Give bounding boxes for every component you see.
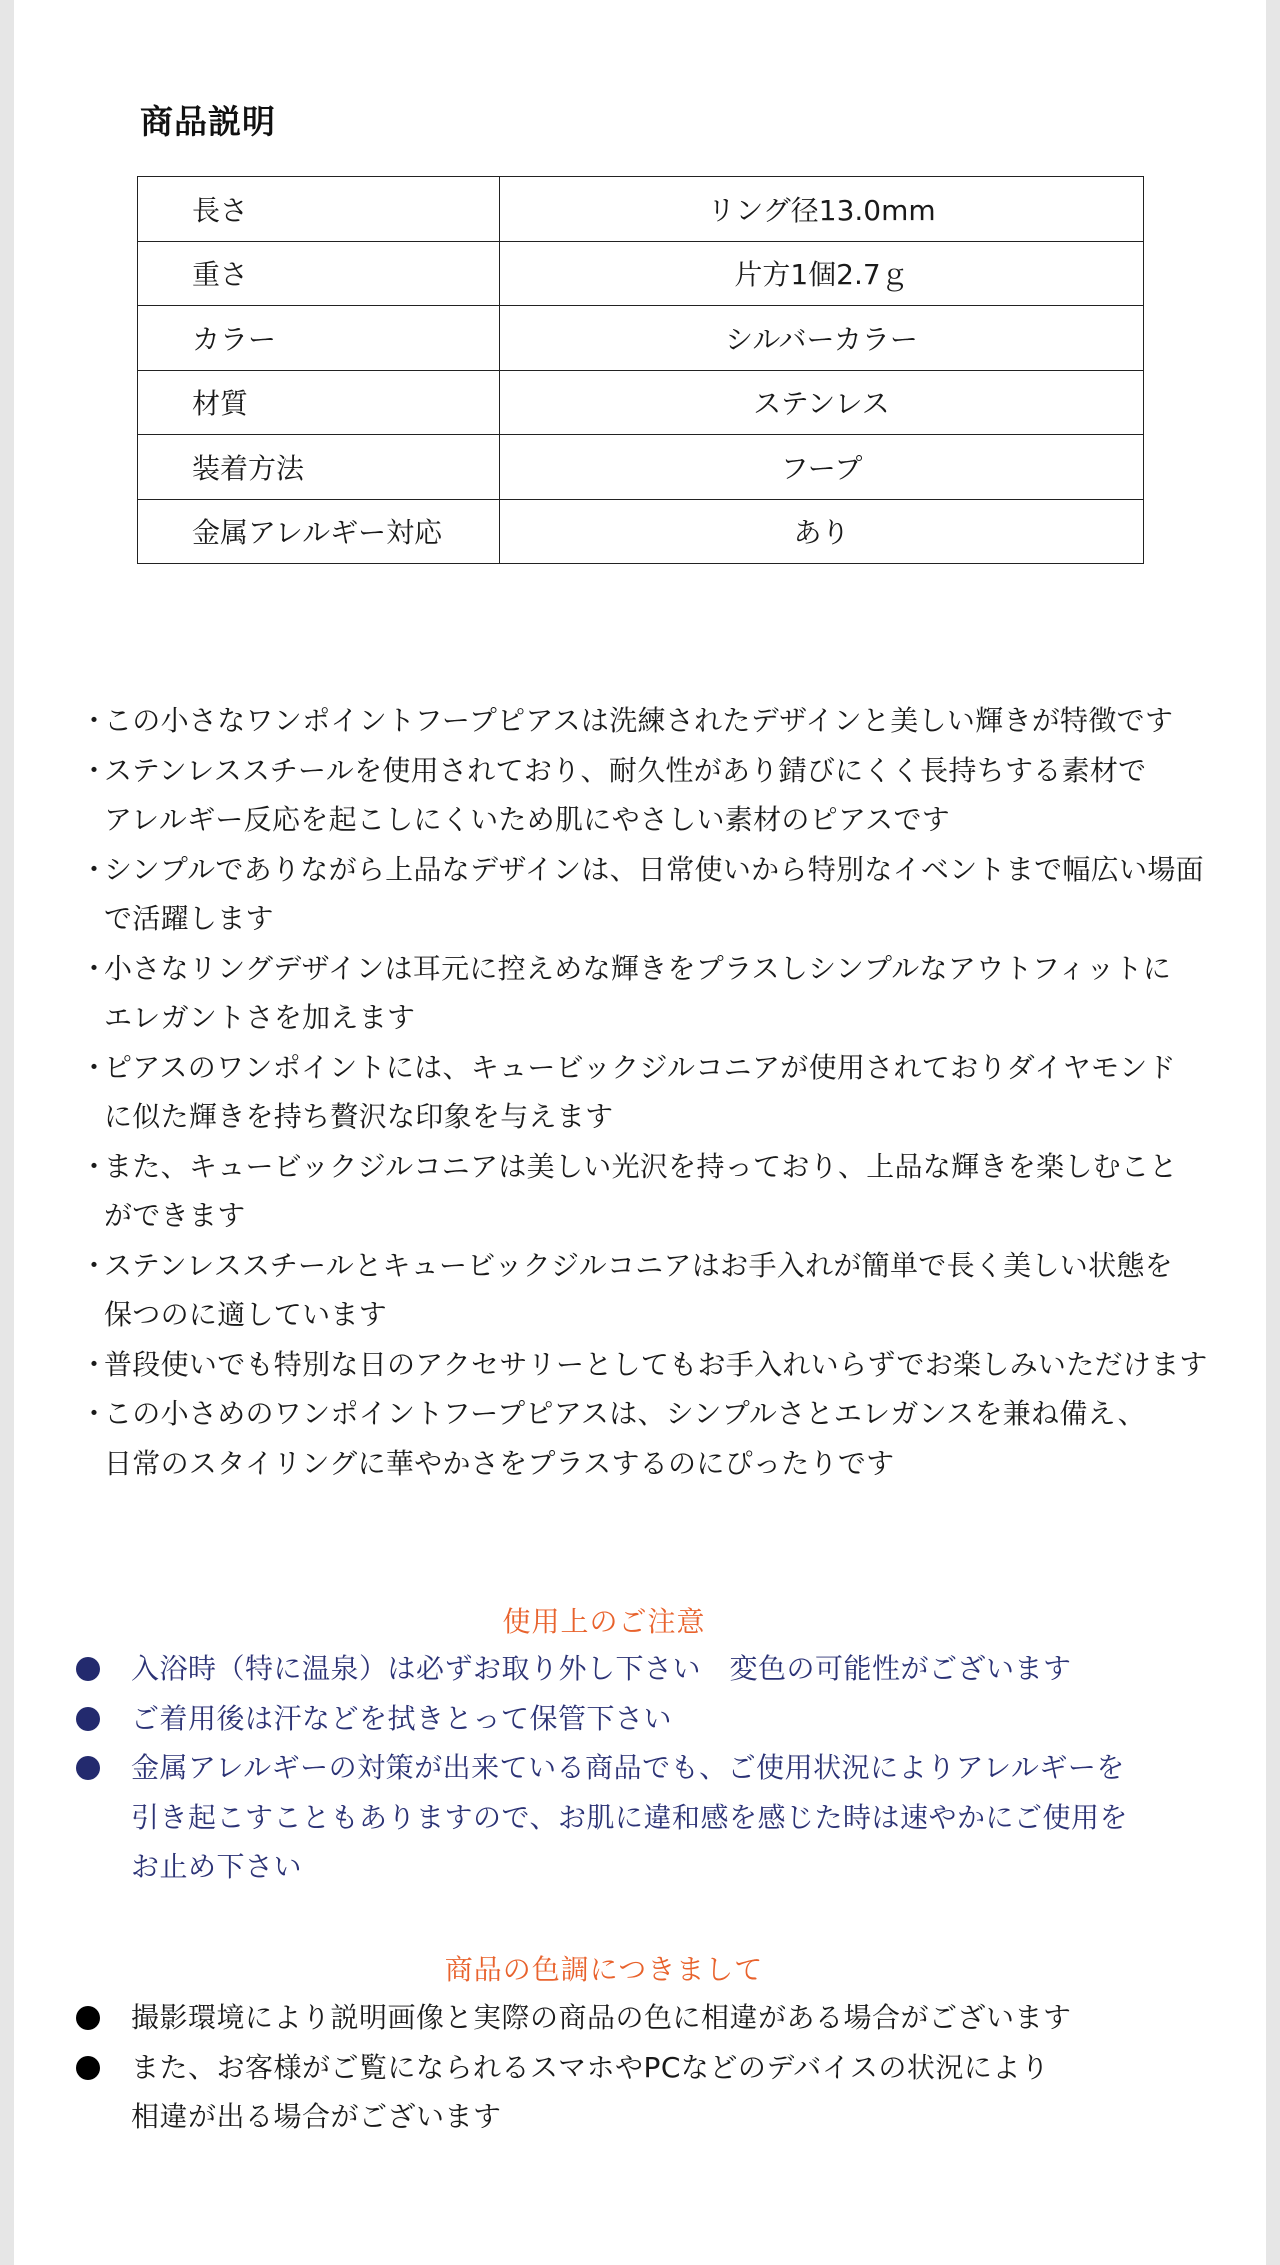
feature-item	[80, 1389, 1240, 1488]
feature-line: 小さなリングデザインは耳元に控えめな輝きをプラスしシンプルなアウトフィットに	[104, 951, 1172, 985]
spec-row-allergy	[138, 499, 1144, 564]
caution-line: 入浴時（特に温泉）は必ずお取り外し下さい 変色の可能性がございます	[131, 1652, 1072, 1685]
bullet-mark: ・	[80, 852, 109, 886]
color-note-line: 相違が出る場合がございます	[131, 2100, 502, 2133]
feature-line: ステンレススチールとキュービックジルコニアはお手入れが簡単で長く美しい状態を	[104, 1248, 1173, 1282]
bullet-mark: ・	[80, 704, 109, 737]
caution-item	[76, 1743, 1176, 1892]
spec-label: 装着方法	[138, 435, 500, 500]
feature-line: に似た輝きを持ち贅沢な印象を与えます	[104, 1100, 614, 1133]
feature-item	[80, 845, 1240, 944]
caution-line: ご着用後は汗などを拭きとって保管下さい	[131, 1701, 672, 1735]
color-note-item	[76, 1993, 1176, 2043]
spec-label: 金属アレルギー対応	[138, 499, 500, 564]
color-note-line: 撮影環境により説明画像と実際の商品の色に相違がある場合がございます	[131, 2001, 1072, 2034]
section-title: 商品説明	[140, 102, 276, 141]
color-note-item	[76, 2043, 1176, 2142]
feature-line: シンプルでありながら上品なデザインは、日常使いから特別なイベントまで幅広い場面	[104, 852, 1204, 886]
bullet-mark: ・	[80, 1149, 109, 1183]
feature-line: ステンレススチールを使用されており、耐久性があり錆びにくく長持ちする素材で	[104, 753, 1147, 787]
spec-value: シルバーカラー	[500, 306, 1144, 371]
spec-row-color	[138, 306, 1144, 371]
spec-value: ステンレス	[500, 370, 1144, 435]
feature-line: この小さなワンポイントフープピアスは洗練されたデザインと美しい輝きが特徴です	[104, 704, 1174, 737]
feature-line: また、キュービックジルコニアは美しい光沢を持っており、上品な輝きを楽しむこと	[104, 1149, 1178, 1183]
feature-list	[80, 696, 1240, 1488]
feature-item	[80, 944, 1240, 1043]
bullet-disc-icon	[76, 2006, 100, 2030]
bullet-mark: ・	[80, 1050, 109, 1084]
feature-line: この小さめのワンポイントフープピアスは、シンプルさとエレガンスを兼ね備え、	[104, 1397, 1146, 1430]
color-note-title: 商品の色調につきまして	[444, 1953, 764, 1986]
caution-line: 金属アレルギーの対策が出来ている商品でも、ご使用状況によりアレルギーを	[131, 1751, 1125, 1784]
caution-line: 引き起こすこともありますので、お肌に違和感を感じた時は速やかにご使用を	[131, 1800, 1128, 1834]
bullet-disc-icon	[76, 1707, 100, 1731]
feature-line: ができます	[104, 1199, 246, 1232]
spec-row-material	[138, 370, 1144, 435]
bullet-disc-icon	[76, 1756, 100, 1780]
bullet-disc-icon	[76, 2056, 100, 2080]
product-description-page	[14, 0, 1266, 2265]
caution-line: お止め下さい	[131, 1850, 303, 1883]
bullet-mark: ・	[80, 1347, 109, 1381]
spec-value: 片方1個2.7ｇ	[500, 241, 1144, 306]
bullet-mark: ・	[80, 1397, 109, 1430]
bullet-mark: ・	[80, 951, 109, 985]
feature-line: アレルギー反応を起こしにくいため肌にやさしい素材のピアスです	[104, 803, 951, 836]
spec-row-length	[138, 177, 1144, 242]
bullet-mark: ・	[80, 753, 109, 787]
color-note-line: また、お客様がご覧になられるスマホやPCなどのデバイスの状況により	[131, 2050, 1050, 2084]
spec-label: カラー	[138, 306, 500, 371]
feature-line: 保つのに適しています	[104, 1298, 388, 1331]
spec-row-fastening	[138, 435, 1144, 500]
caution-title: 使用上のご注意	[502, 1605, 706, 1638]
caution-item	[76, 1644, 1176, 1694]
feature-item	[80, 746, 1240, 845]
feature-line: 日常のスタイリングに華やかさをプラスするのにぴったりです	[104, 1446, 895, 1480]
spec-value: あり	[500, 499, 1144, 564]
spec-label: 長さ	[138, 177, 500, 242]
spec-label: 材質	[138, 370, 500, 435]
caution-list	[76, 1644, 1176, 1892]
spec-row-weight	[138, 241, 1144, 306]
feature-item	[80, 1241, 1240, 1340]
bullet-mark: ・	[80, 1248, 109, 1282]
feature-line: で活躍します	[104, 902, 274, 935]
spec-value: リング径13.0mm	[500, 177, 1144, 242]
caution-item	[76, 1694, 1176, 1744]
bullet-disc-icon	[76, 1657, 100, 1681]
color-note-list	[76, 1993, 1176, 2142]
feature-item	[80, 1043, 1240, 1142]
feature-item	[80, 1340, 1240, 1390]
spec-label: 重さ	[138, 241, 500, 306]
feature-line: ピアスのワンポイントには、キュービックジルコニアが使用されておりダイヤモンド	[104, 1050, 1176, 1084]
feature-item	[80, 1142, 1240, 1241]
feature-item	[80, 696, 1240, 746]
feature-line: エレガントさを加えます	[104, 1001, 416, 1034]
feature-line: 普段使いでも特別な日のアクセサリーとしてもお手入れいらずでお楽しみいただけます	[104, 1347, 1208, 1381]
spec-table	[137, 176, 1144, 564]
spec-value: フープ	[500, 435, 1144, 500]
